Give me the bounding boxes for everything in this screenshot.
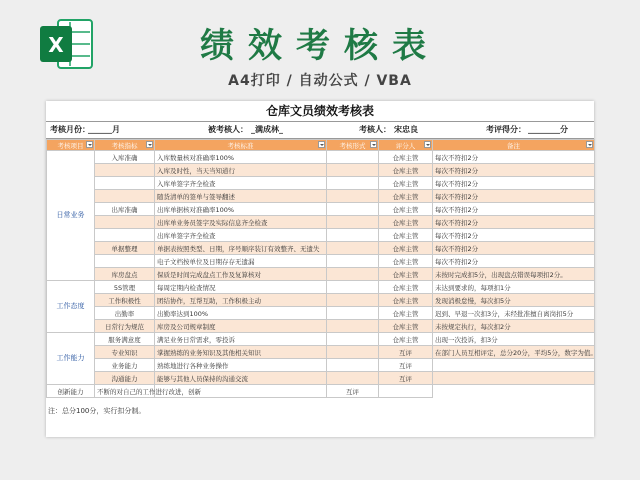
indicator-cell[interactable]: 单据整理: [95, 242, 155, 255]
table-row: [47, 346, 595, 359]
promo-title: 绩效考核表: [200, 26, 440, 66]
table-row: [47, 216, 595, 229]
standard-cell[interactable]: 满足业务日常需求，零投诉: [155, 333, 327, 346]
remark-cell[interactable]: [379, 385, 433, 398]
indicator-cell[interactable]: 服务满意度: [95, 333, 155, 346]
table-row: [47, 372, 595, 385]
remark-cell[interactable]: 发现消极怠慢，每次扣5分: [433, 294, 595, 307]
format-cell[interactable]: [327, 151, 379, 164]
indicator-cell[interactable]: 专业知识: [95, 346, 155, 359]
standard-cell[interactable]: 入库数量核对准确率100%: [155, 151, 327, 164]
standard-cell[interactable]: 掌握熟练的业务知识及其他相关知识: [155, 346, 327, 359]
assessee-value[interactable]: _满成林_: [251, 125, 283, 134]
table-row: [47, 242, 595, 255]
info-row: [46, 122, 594, 139]
table-row: [47, 255, 595, 268]
filter-dropdown-icon[interactable]: [146, 141, 153, 148]
remark-cell[interactable]: 每次不符扣2分: [433, 242, 595, 255]
table-row: [47, 320, 595, 333]
indicator-cell[interactable]: [95, 229, 155, 242]
table-row: [47, 307, 595, 320]
format-cell[interactable]: [327, 268, 379, 281]
standard-cell[interactable]: 电子文档按单位及日期存存无遗漏: [155, 255, 327, 268]
table-row: [47, 203, 595, 216]
standard-cell[interactable]: 保质是时间完成盘点工作及复算核对: [155, 268, 327, 281]
spreadsheet-preview: [46, 101, 597, 437]
remark-cell[interactable]: 未按规定执行，每次扣2分: [433, 320, 595, 333]
rater-cell[interactable]: 互评: [379, 346, 433, 359]
promo-subtitle: A4打印 / 自动公式 / VBA: [228, 73, 412, 89]
rater-cell[interactable]: 仓库主管: [379, 203, 433, 216]
format-cell[interactable]: [327, 281, 379, 294]
table-row: [47, 177, 595, 190]
indicator-cell[interactable]: 工作积极性: [95, 294, 155, 307]
standard-cell[interactable]: 单据表按照类型、日期，序号顺序装订有效整齐、无遗失: [155, 242, 327, 255]
remark-cell[interactable]: 每次不符扣2分: [433, 164, 595, 177]
format-cell[interactable]: [327, 346, 379, 359]
format-cell[interactable]: [327, 359, 379, 372]
rater-cell[interactable]: 互评: [327, 385, 379, 398]
remark-cell[interactable]: 每次不符扣2分: [433, 255, 595, 268]
indicator-cell[interactable]: [95, 177, 155, 190]
format-cell[interactable]: [327, 320, 379, 333]
remark-cell[interactable]: 在部门人员互相评定，总分20分，平均5分，数字为值。: [433, 346, 595, 359]
table-row: [47, 229, 595, 242]
standard-cell[interactable]: 随货清单的签单与签导翻述: [155, 190, 327, 203]
standard-cell[interactable]: 出勤率达到100%: [155, 307, 327, 320]
table-body: [47, 151, 595, 398]
standard-cell[interactable]: 团结协作，互帮互助，工作积极主动: [155, 294, 327, 307]
rater-cell[interactable]: 仓库主管: [379, 177, 433, 190]
score-label: 考评得分：: [486, 125, 526, 134]
category-cell[interactable]: 日常业务: [47, 151, 95, 281]
table-row: [47, 333, 595, 346]
table-row: [47, 359, 595, 372]
rater-cell[interactable]: 仓库主管: [379, 268, 433, 281]
indicator-cell[interactable]: [95, 255, 155, 268]
rater-cell[interactable]: 仓库主管: [379, 216, 433, 229]
standard-cell[interactable]: 入库及时性，当天当知道行: [155, 164, 327, 177]
rater-cell[interactable]: 仓库主管: [379, 320, 433, 333]
indicator-cell[interactable]: 创新能力: [47, 385, 95, 398]
table-row: [47, 190, 595, 203]
rater-cell[interactable]: 互评: [379, 372, 433, 385]
sheet-title: 仓库文员绩效考核表: [46, 101, 594, 122]
standard-cell[interactable]: 出库单业务员签字及实际信息齐全检查: [155, 216, 327, 229]
score-value[interactable]: ________分: [528, 125, 568, 134]
indicator-cell[interactable]: 出库准确: [95, 203, 155, 216]
remark-cell[interactable]: [433, 372, 595, 385]
header-cell[interactable]: 考核标准: [155, 140, 327, 151]
table-row: [47, 281, 595, 294]
rater-cell[interactable]: 仓库主管: [379, 190, 433, 203]
remark-cell[interactable]: 未按时完成扣5分，出现盘点错误每项扣2分。: [433, 268, 595, 281]
rater-cell[interactable]: 互评: [379, 359, 433, 372]
rater-cell[interactable]: 仓库主管: [379, 255, 433, 268]
table-row: [47, 268, 595, 281]
month-label: 考核月份：: [50, 125, 90, 134]
format-cell[interactable]: [327, 229, 379, 242]
format-cell[interactable]: [327, 203, 379, 216]
header-cell[interactable]: 评分人: [379, 140, 433, 151]
format-cell[interactable]: [327, 190, 379, 203]
indicator-cell[interactable]: 沟通能力: [95, 372, 155, 385]
rater-cell[interactable]: 仓库主管: [379, 229, 433, 242]
filter-dropdown-icon[interactable]: [370, 141, 377, 148]
standard-cell[interactable]: 入库单签字齐全检查: [155, 177, 327, 190]
category-cell[interactable]: 工作态度: [47, 281, 95, 333]
remark-cell[interactable]: 出现一次投诉，扣3分: [433, 333, 595, 346]
footnote: 注：总分100分，实行扣分制。: [48, 407, 146, 415]
rater-cell[interactable]: 仓库主管: [379, 307, 433, 320]
indicator-cell[interactable]: 库房盘点: [95, 268, 155, 281]
indicator-cell[interactable]: 日常行为规范: [95, 320, 155, 333]
month-value[interactable]: ______月: [88, 125, 120, 134]
assessee-label: 被考核人：: [208, 125, 248, 134]
format-cell[interactable]: [327, 307, 379, 320]
format-cell[interactable]: [327, 333, 379, 346]
filter-dropdown-icon[interactable]: [424, 141, 431, 148]
rater-cell[interactable]: 仓库主管: [379, 281, 433, 294]
rater-cell[interactable]: 仓库主管: [379, 333, 433, 346]
table-row: [47, 294, 595, 307]
format-cell[interactable]: [327, 164, 379, 177]
format-cell[interactable]: [327, 177, 379, 190]
format-cell[interactable]: [327, 255, 379, 268]
rater-cell[interactable]: 仓库主管: [379, 164, 433, 177]
standard-cell[interactable]: 出库单签字齐全检查: [155, 229, 327, 242]
filter-dropdown-icon[interactable]: [586, 141, 593, 148]
filter-dropdown-icon[interactable]: [86, 141, 93, 148]
header-cell[interactable]: 考核指标: [95, 140, 155, 151]
indicator-cell[interactable]: 入库准确: [95, 151, 155, 164]
remark-cell[interactable]: 每次不符扣2分: [433, 190, 595, 203]
remark-cell[interactable]: 迟到、早退一次扣3分，未经批准擅自离岗扣5分: [433, 307, 595, 320]
category-cell[interactable]: 工作能力: [47, 333, 95, 385]
rater-cell[interactable]: 仓库主管: [379, 151, 433, 164]
standard-cell[interactable]: 能够与其他人员保持的沟通交流: [155, 372, 327, 385]
remark-cell[interactable]: 未达到要求的，每项扣1分: [433, 281, 595, 294]
format-cell[interactable]: [327, 242, 379, 255]
rater-cell[interactable]: 仓库主管: [379, 294, 433, 307]
table-header-row: [47, 140, 595, 151]
indicator-cell[interactable]: [95, 190, 155, 203]
remark-cell[interactable]: 每次不符扣2分: [433, 216, 595, 229]
assessor-value[interactable]: 宋忠良: [394, 125, 418, 134]
format-cell[interactable]: [327, 216, 379, 229]
rater-cell[interactable]: 仓库主管: [379, 242, 433, 255]
indicator-cell[interactable]: [95, 216, 155, 229]
remark-cell[interactable]: [433, 359, 595, 372]
table-row: [47, 151, 595, 164]
remark-cell[interactable]: 每次不符扣2分: [433, 177, 595, 190]
indicator-cell[interactable]: 出勤率: [95, 307, 155, 320]
standard-cell[interactable]: 出库单据核对准确率100%: [155, 203, 327, 216]
table-row: [47, 385, 595, 398]
header-cell[interactable]: 备注: [433, 140, 595, 151]
remark-cell[interactable]: 每次不符扣2分: [433, 151, 595, 164]
indicator-cell[interactable]: 业务能力: [95, 359, 155, 372]
kpi-table: [46, 139, 595, 398]
format-cell[interactable]: [327, 294, 379, 307]
svg-text:X: X: [48, 33, 64, 57]
indicator-cell[interactable]: [95, 164, 155, 177]
filter-dropdown-icon[interactable]: [318, 141, 325, 148]
indicator-cell[interactable]: 5S管理: [95, 281, 155, 294]
standard-cell[interactable]: 库房及公司规章制度: [155, 320, 327, 333]
standard-cell[interactable]: 不断的对自己的工作进行改进，创新: [95, 385, 155, 398]
header-cell[interactable]: 考核形式: [327, 140, 379, 151]
header-cell[interactable]: 考核项目: [47, 140, 95, 151]
assessor-label: 考核人：: [359, 125, 391, 134]
standard-cell[interactable]: 每周定期内检查情况: [155, 281, 327, 294]
standard-cell[interactable]: 熟练地进行各种业务操作: [155, 359, 327, 372]
table-row: [47, 164, 595, 177]
remark-cell[interactable]: 每次不符扣2分: [433, 229, 595, 242]
remark-cell[interactable]: 每次不符扣2分: [433, 203, 595, 216]
format-cell[interactable]: [327, 372, 379, 385]
